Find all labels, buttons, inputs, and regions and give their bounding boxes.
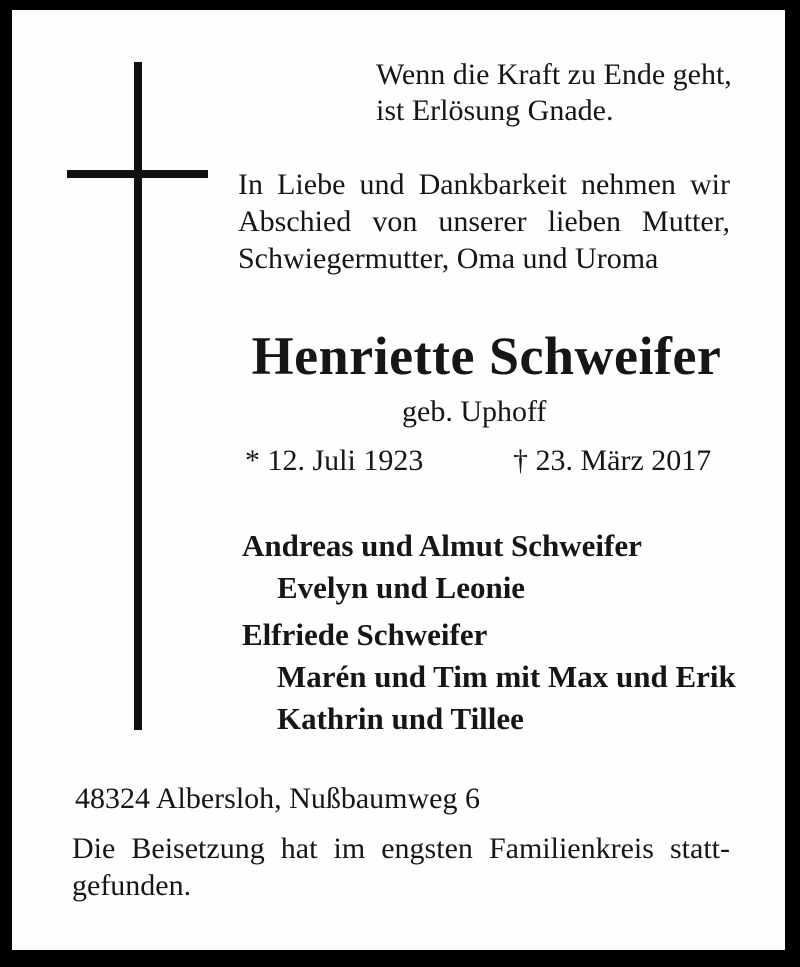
mourner-line: Andreas und Almut Schweifer: [242, 528, 642, 563]
deceased-name: Henriette Schweifer: [251, 326, 722, 386]
obituary-sheet: [12, 10, 785, 950]
cross-horizontal-bar: [67, 170, 208, 178]
death-date: † 23. März 2017: [513, 444, 712, 477]
mourners-group: [242, 525, 736, 609]
address-line: 48324 Albersloh, Nußbaumweg 6: [75, 782, 480, 815]
intro-line: Schwiegermutter, Oma und Uroma: [238, 242, 659, 275]
mourner-line: Evelyn und Leonie: [277, 570, 526, 605]
intro-line: In Liebe und Dankbarkeit nehmen wir: [238, 168, 730, 201]
mourner-line: Marén und Tim mit Max und Erik: [277, 659, 736, 694]
closing-line: Die Beisetzung hat im engsten Familienkreis statt-: [72, 832, 730, 865]
epigraph: [376, 57, 732, 129]
birth-date: * 12. Juli 1923: [245, 444, 424, 477]
mourners-group: [242, 614, 736, 740]
maiden-name: geb. Uphoff: [402, 395, 547, 428]
intro-line: Abschied von unserer lieben Mutter,: [238, 205, 730, 238]
mourner-line: Kathrin und Tillee: [277, 701, 524, 736]
intro-text: [238, 166, 730, 277]
closing-line: gefunden.: [72, 869, 192, 902]
closing-text: [72, 830, 730, 904]
mourner-line: Elfriede Schweifer: [242, 617, 488, 652]
epigraph-line: Wenn die Kraft zu Ende geht,: [376, 58, 732, 91]
epigraph-line: ist Erlösung Gnade.: [376, 94, 614, 127]
mourners-list: [242, 525, 736, 740]
cross-vertical-bar: [134, 62, 142, 730]
